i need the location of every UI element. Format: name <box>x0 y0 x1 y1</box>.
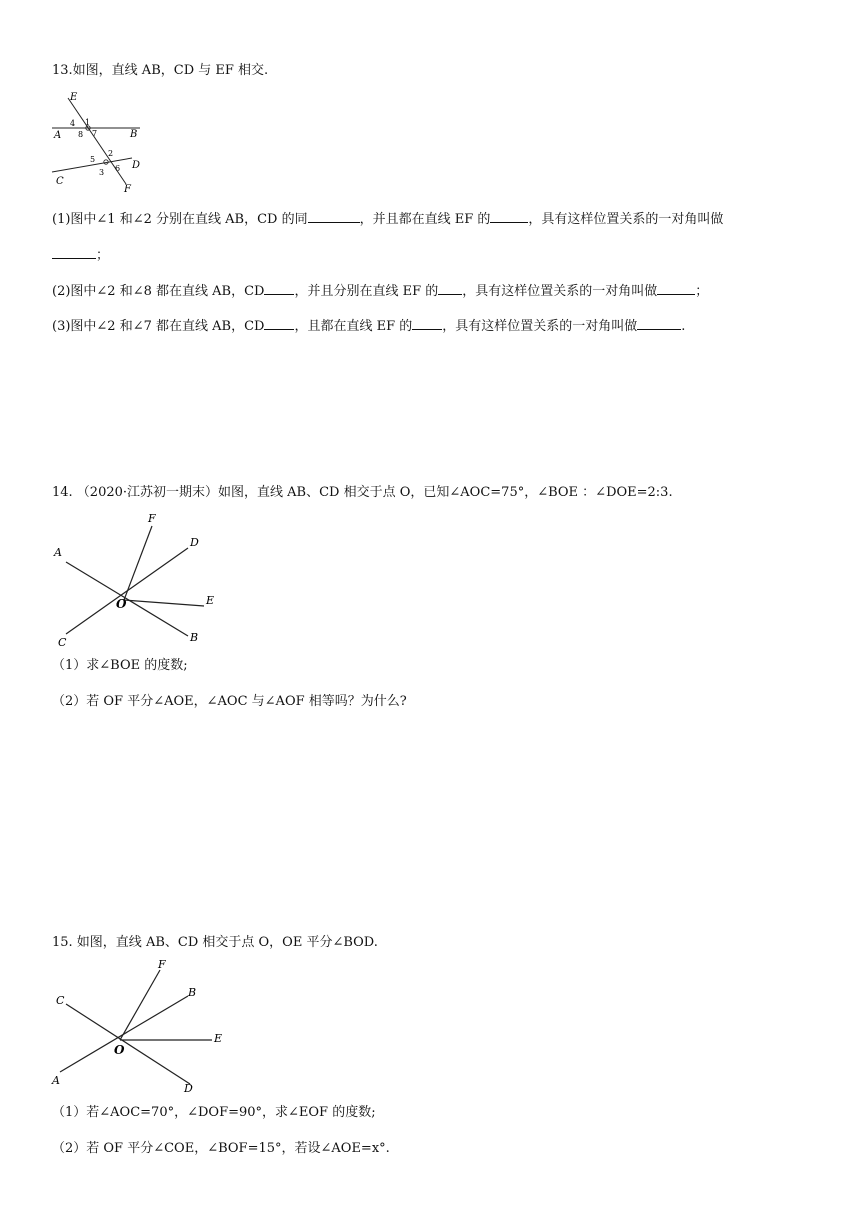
q13-part1-cont: ； <box>52 245 109 265</box>
q15-part2: （2）若 OF 平分∠COE，∠BOF=15°，若设∠AOE=x°. <box>52 1141 390 1156</box>
label-b: B <box>190 631 199 644</box>
q14-stem: 14. （2020·江苏初一期末）如图，直线 AB、CD 相交于点 O，已知∠AOC=75°，∠BOE ：∠DOE=2:3. <box>52 485 673 500</box>
label-o: O <box>114 1043 125 1057</box>
answer-blank[interactable] <box>412 316 442 330</box>
label-b: B <box>130 129 138 140</box>
q13-part2: (2)图中∠2 和∠8 都在直线 AB，CD ，并且分别在直线 EF 的 ，具有这样位置关系的一对角叫做 ； <box>52 281 708 301</box>
angle-label-3: 3 <box>99 168 105 177</box>
label-a: A <box>52 1074 60 1087</box>
q15-part1: （1）若∠AOC=70°，∠DOF=90°，求∠EOF 的度数; <box>52 1105 376 1120</box>
line-ab <box>66 562 188 636</box>
ray-of <box>120 970 160 1040</box>
answer-blank[interactable] <box>438 281 462 295</box>
label-d: D <box>184 1082 193 1094</box>
label-b: B <box>188 986 197 999</box>
angle-label-7: 7 <box>92 129 98 138</box>
angle-label-5: 5 <box>90 155 96 164</box>
answer-blank[interactable] <box>264 281 294 295</box>
answer-blank[interactable] <box>637 316 681 330</box>
label-e: E <box>70 92 78 103</box>
q13-part1: (1)图中∠1 和∠2 分别在直线 AB，CD 的同 ，并且都在直线 EF 的 ，具有这样位置关系的一对角叫做 <box>52 209 723 229</box>
label-f: F <box>148 512 156 525</box>
q15-figure <box>48 958 228 1094</box>
angle-label-1: 1 <box>85 118 91 127</box>
label-a: A <box>54 546 62 559</box>
label-f: F <box>124 184 131 195</box>
q13-figure <box>48 88 148 198</box>
angle-label-4: 4 <box>70 119 76 128</box>
line-cd <box>66 1004 190 1084</box>
label-d: D <box>190 536 199 549</box>
label-a: A <box>54 130 62 141</box>
answer-blank[interactable] <box>657 281 695 295</box>
angle-label-6: 6 <box>115 164 121 173</box>
label-c: C <box>56 176 64 187</box>
q15-stem: 15. 如图，直线 AB、CD 相交于点 O，OE 平分∠BOD. <box>52 935 378 950</box>
label-e: E <box>214 1032 223 1045</box>
label-f: F <box>158 958 166 971</box>
label-c: C <box>56 994 65 1007</box>
q14-figure <box>48 508 228 650</box>
q13-part3: (3)图中∠2 和∠7 都在直线 AB，CD ，且都在直线 EF 的 ，具有这样位置关系的一对角叫做 . <box>52 316 685 336</box>
q13-stem: 13.如图，直线 AB，CD 与 EF 相交. <box>52 63 269 78</box>
label-e: E <box>206 594 215 607</box>
label-o: O <box>116 597 127 611</box>
angle-label-2: 2 <box>108 149 114 158</box>
answer-blank[interactable] <box>308 209 360 223</box>
answer-blank[interactable] <box>264 316 294 330</box>
answer-blank[interactable] <box>52 245 96 259</box>
q14-part1: （1）求∠BOE 的度数; <box>52 658 188 673</box>
angle-label-8: 8 <box>78 130 84 139</box>
ray-of <box>124 526 152 600</box>
label-c: C <box>58 636 67 649</box>
answer-blank[interactable] <box>490 209 528 223</box>
label-d: D <box>132 160 141 171</box>
q14-part2: （2）若 OF 平分∠AOE，∠AOC 与∠AOF 相等吗？为什么? <box>52 694 407 709</box>
